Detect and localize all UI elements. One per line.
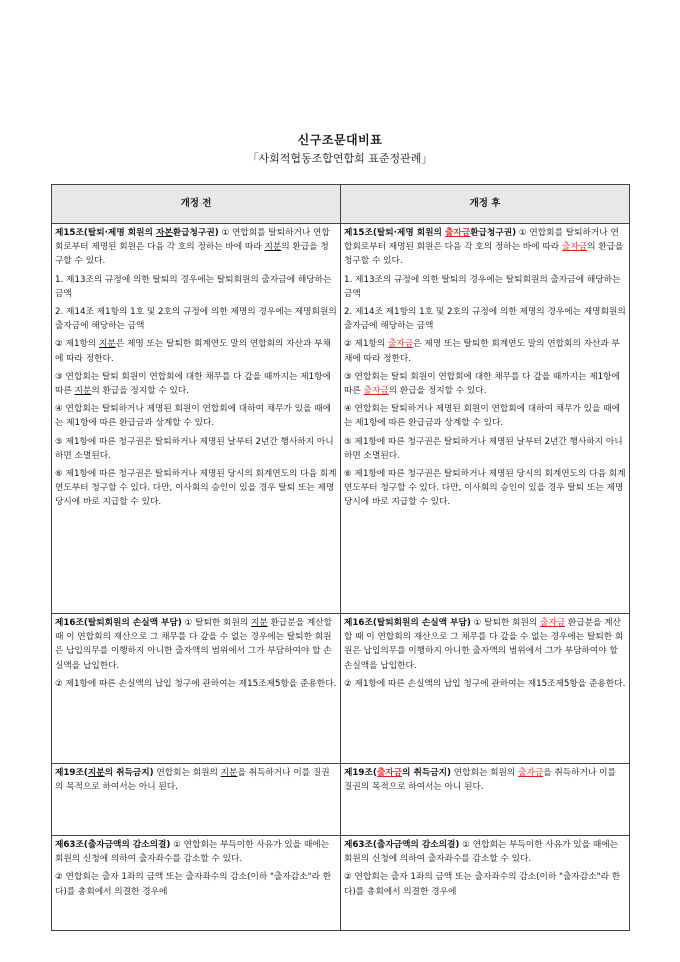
changed-term: 지분 <box>250 618 268 628</box>
text-run: 1. 제13조의 규정에 의한 탈퇴의 경우에는 탈퇴회원의 출자금에 해당하는 금액 <box>344 274 621 299</box>
text-run: ① 연합회는 부득이한 사유가 있을 때에는 회원의 신청에 의하여 출자좌수를 감소할 수 있다. <box>344 840 619 865</box>
article-title: 자본 <box>155 228 173 238</box>
article-title: 제15조(탈퇴·제명 회원의 <box>55 228 156 238</box>
article-paragraph <box>55 337 337 365</box>
text-run: ⑤ 제1항에 따른 청구권은 탈퇴하거나 제명된 날부터 2년간 행사하지 아니하면 소멸된다. <box>55 436 334 461</box>
text-run: ② 제1항에 따른 손실액의 납입 청구에 관하여는 제15조제5항을 준용한다. <box>55 678 337 689</box>
text-run: 의 환급을 청구할 수 있다. <box>55 242 329 267</box>
article-paragraph <box>344 838 626 866</box>
text-run: 연합회는 회원의 <box>451 768 519 778</box>
cell-before <box>52 764 341 836</box>
article-paragraph <box>344 370 626 398</box>
article-paragraph <box>55 467 337 510</box>
text-run: ④ 연합회는 탈퇴하거나 제명된 회원이 연합회에 대하여 채무가 있을 때에는 제1항에 따른 환급금과 상계할 수 있다. <box>344 404 621 429</box>
text-run: ⑥ 제1항에 따른 청구권은 탈퇴하거나 제명된 당시의 회계연도의 다음 회계연도부터 청구할 수 있다. 다만, 이사회의 승인이 있을 경우 탈퇴 또는 제명 당시에 바로 지급할 수 있다. <box>55 469 337 508</box>
text-run: ② 제1항에 따른 손실액의 납입 청구에 관하여는 제15조제5항을 준용한다. <box>344 678 626 689</box>
text-run: ② 연합회는 출자 1좌의 금액 또는 출자좌수의 감소(이하 "출자감소"라 한다)를 총회에서 의결한 경우에 <box>55 872 332 897</box>
table-row <box>52 836 630 931</box>
changed-term: 출자금 <box>388 339 414 350</box>
article-title: 제63조(출자금액의 감소의결) <box>344 840 460 850</box>
text-run: 2. 제14조 제1항의 1호 및 2호의 규정에 의한 제명의 경우에는 제명회원의 출자금에 해당하는 금액 <box>344 307 626 332</box>
article-paragraph <box>344 337 626 365</box>
text-run: 의 환급을 정지할 수 있다. <box>388 386 487 397</box>
article-title: 의 취득금지) <box>402 768 452 778</box>
changed-term: 출자금 <box>539 618 566 628</box>
article-paragraph <box>55 766 337 794</box>
article-paragraph <box>55 370 337 398</box>
article-title: 제16조(탈퇴회원의 손실액 부담) <box>344 618 471 628</box>
text-run: 연합회는 회원의 <box>153 768 221 778</box>
article-paragraph <box>344 435 626 463</box>
text-run: ① 연합회는 부득이한 사유가 있을 때에는 회원의 신청에 의하여 출자좌수를 감소할 수 있다. <box>55 840 330 865</box>
article-paragraph <box>344 273 626 301</box>
table-header-row <box>52 185 630 224</box>
article-paragraph <box>344 766 626 794</box>
changed-term: 출자금 <box>561 242 588 253</box>
table-row <box>52 764 630 836</box>
cell-after <box>341 764 630 836</box>
article-title: 제19조( <box>344 768 377 778</box>
text-run: ② 연합회는 출자 1좌의 금액 또는 출자좌수의 감소(이하 "출자감소"라 한다)를 총회에서 의결한 경우에 <box>344 872 621 897</box>
changed-term: 지분 <box>99 339 116 350</box>
text-run: ③ 연합회는 탈퇴 회원이 연합회에 대한 채무를 다 갚을 때까지는 제1항에 따른 <box>344 371 620 397</box>
article-title: 출자금 <box>444 228 471 238</box>
article-paragraph <box>55 226 337 269</box>
article-paragraph <box>344 402 626 430</box>
cell-before <box>52 614 341 764</box>
article-paragraph <box>344 305 626 333</box>
cell-after <box>341 614 630 764</box>
text-run: 환급분을 계산할 때 이 연합회의 재산으로 그 채무를 다 갚을 수 없는 경우에는 탈퇴한 회원은 납입의무를 이행하지 아니한 출자액의 범위에서 그가 부담하여야 할 손실액을 납입한다. <box>344 618 624 671</box>
article-paragraph <box>55 677 337 691</box>
article-paragraph <box>344 677 626 691</box>
text-run: ③ 연합회는 탈퇴 회원이 연합회에 대한 채무를 다 갚을 때까지는 제1항에 따른 <box>55 371 331 397</box>
text-run: ② 제1항의 <box>55 339 100 350</box>
article-paragraph <box>344 616 626 673</box>
table-row <box>52 224 630 614</box>
header-before: 개정 전 <box>52 185 341 224</box>
text-run: ⑤ 제1항에 따른 청구권은 탈퇴하거나 제명된 날부터 2년간 행사하지 아니하면 소멸된다. <box>344 436 623 461</box>
changed-term: 출자금 <box>518 768 544 778</box>
article-paragraph <box>344 870 626 898</box>
header-after: 개정 후 <box>341 185 630 224</box>
article-title: 제63조(출자금액의 감소의결) <box>55 840 171 850</box>
text-run: ① 연합회를 탈퇴하거나 연합회로부터 제명된 회원은 다음 각 호의 정하는 바에 따라 <box>344 228 619 253</box>
text-run: 2. 제14조 제1항의 1호 및 2호의 규정에 의한 제명의 경우에는 제명회원의 출자금에 해당하는 금액 <box>55 307 337 332</box>
article-title: 환급청구권) <box>172 228 219 238</box>
text-run: ① 탈퇴한 회원의 <box>181 618 251 628</box>
text-run: 환급분을 계산할 때 이 연합회의 재산으로 그 채무를 다 갚을 수 없는 경우에는 탈퇴한 회원은 납입의무를 이행하지 아니한 출자액의 범위에서 그가 부담하여야 할 손실액을 납입한다. <box>55 618 333 671</box>
text-run: 의 환급을 청구할 수 있다. <box>344 242 624 267</box>
text-run: ④ 연합회는 탈퇴하거나 제명된 회원이 연합회에 대하여 채무가 있을 때에는 제1항에 따른 환급금과 상계할 수 있다. <box>55 404 332 429</box>
article-paragraph <box>55 273 337 301</box>
article-paragraph <box>55 838 337 866</box>
text-run: 1. 제13조의 규정에 의한 탈퇴의 경우에는 탈퇴회원의 출자금에 해당하는 금액 <box>55 274 332 299</box>
article-title: 지분 <box>87 768 105 778</box>
article-paragraph <box>344 467 626 510</box>
article-title: 환급청구권) <box>470 228 517 238</box>
article-paragraph <box>55 402 337 430</box>
changed-term: 지분 <box>264 242 282 253</box>
text-run: 은 제명 또는 탈퇴한 회계연도 말의 연합회의 자산과 부채에 따라 정한다. <box>344 339 620 364</box>
cell-before <box>52 224 341 614</box>
document-subtitle: 「사회적협동조합연합회 표준정관례」 <box>247 152 433 165</box>
cell-before <box>52 836 341 931</box>
article-title: 의 취득금지) <box>104 768 154 778</box>
text-run: ② 제1항의 <box>344 339 389 350</box>
article-title: 제19조( <box>55 768 88 778</box>
table-row <box>52 614 630 764</box>
changed-term: 출자금 <box>363 386 389 397</box>
article-title: 제15조(탈퇴·제명 회원의 <box>344 228 445 238</box>
article-paragraph <box>55 616 337 673</box>
article-paragraph <box>55 305 337 333</box>
text-run: ① 연합회를 탈퇴하거나 연합회로부터 제명된 회원은 다음 각 호의 정하는 바에 따라 <box>55 228 330 253</box>
article-paragraph <box>55 435 337 463</box>
document-title: 신구조문대비표 <box>297 133 383 147</box>
article-paragraph <box>55 870 337 898</box>
text-run: 을 취득하거나 이를 질권의 목적으로 하여서는 아니 된다. <box>344 768 616 793</box>
article-title: 제16조(탈퇴회원의 손실액 부담) <box>55 618 182 628</box>
changed-term: 지분 <box>74 386 92 397</box>
comparison-table <box>51 184 630 931</box>
text-run: 을 취득하거나 이를 질권의 목적으로 하여서는 아니 된다. <box>55 768 330 793</box>
text-run: ⑥ 제1항에 따른 청구권은 탈퇴하거나 제명된 당시의 회계연도의 다음 회계연도부터 청구할 수 있다. 다만, 이사회의 승인이 있을 경우 탈퇴 또는 제명 당시에 바로 지급할 수 있다. <box>344 469 626 508</box>
article-paragraph <box>344 226 626 269</box>
text-run: 의 환급을 정지할 수 있다. <box>91 386 190 397</box>
article-title: 출자금 <box>376 768 403 778</box>
cell-after <box>341 836 630 931</box>
changed-term: 지분 <box>220 768 238 778</box>
cell-after <box>341 224 630 614</box>
text-run: ① 탈퇴한 회원의 <box>470 618 540 628</box>
text-run: 은 제명 또는 탈퇴한 회계연도 말의 연합회의 자산과 부채에 따라 정한다. <box>55 339 331 364</box>
